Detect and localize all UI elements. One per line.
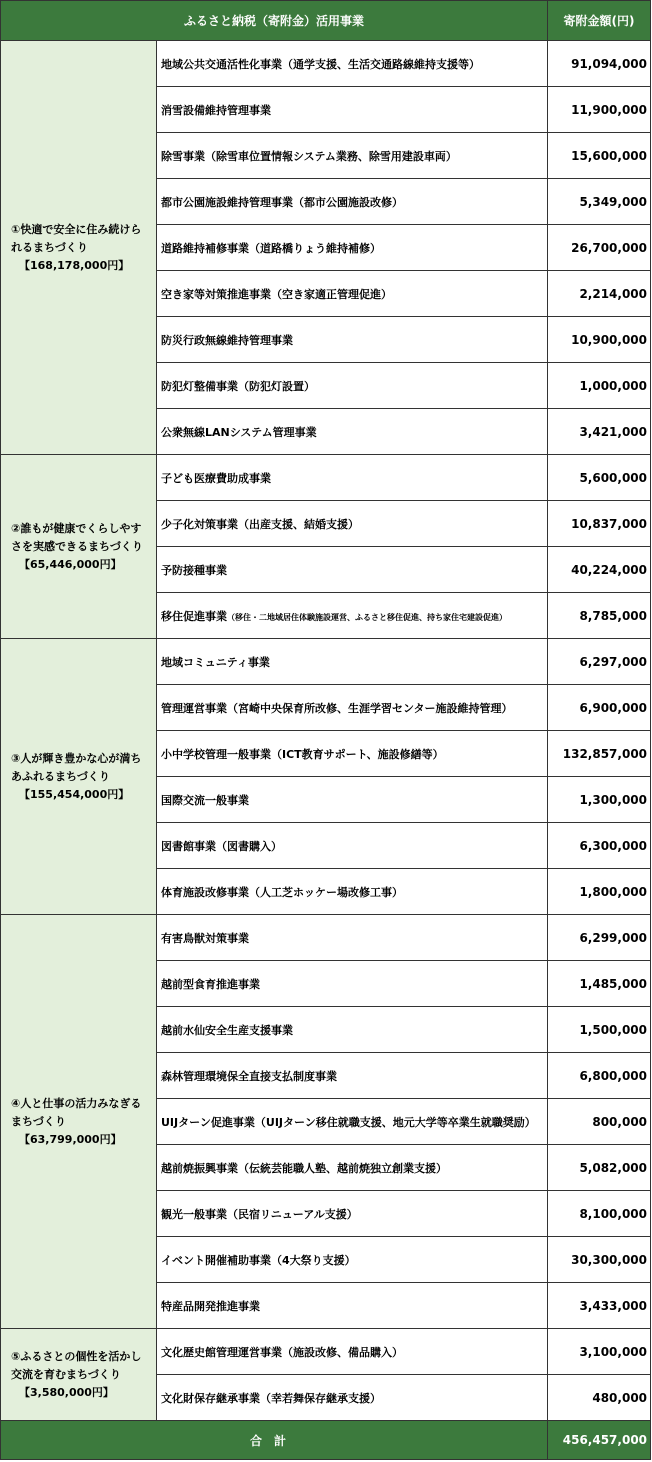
category-total: 【155,454,000円】 [19,787,130,801]
project-name-cell [157,133,548,179]
project-name-cell [157,1145,548,1191]
project-name-cell [157,823,548,869]
project-name: 国際交流一般事業 [161,793,249,807]
project-name: 消雪設備維持管理事業 [161,103,271,117]
project-name: 空き家等対策推進事業（空き家適正管理促進） [161,287,392,301]
project-name-cell [157,777,548,823]
project-name-cell [157,1053,548,1099]
table-row [1,455,651,501]
category-name: ④人と仕事の活力みなぎるまちづくり [11,1096,142,1128]
project-name: イベント開催補助事業（4大祭り支援） [161,1253,356,1267]
table-row [1,915,651,961]
project-name-cell [157,41,548,87]
project-name: 越前型食育推進事業 [161,977,260,991]
project-name-cell [157,87,548,133]
project-amount: 10,837,000 [548,501,651,547]
category-name: ⑤ふるさとの個性を活かし交流を育むまちづくり [11,1349,142,1381]
project-name-cell [157,547,548,593]
project-amount: 1,300,000 [548,777,651,823]
project-name-cell [157,317,548,363]
header-row [1,1,651,41]
project-amount: 3,421,000 [548,409,651,455]
project-name: 地域コミュニティ事業 [161,655,270,669]
category-cell [1,1329,157,1421]
project-amount: 8,100,000 [548,1191,651,1237]
project-name: 越前焼振興事業（伝統芸能職人塾、越前焼独立創業支援） [161,1161,447,1175]
category-total: 【3,580,000円】 [19,1385,114,1399]
project-name: 有害鳥獣対策事業 [161,931,249,945]
project-name-cell [157,961,548,1007]
project-note: （移住・二地域居住体験施設運営、ふるさと移住促進、持ち家住宅建設促進） [227,612,507,622]
project-name: 道路維持補修事業（道路橋りょう維持補修） [161,241,381,255]
project-amount: 5,600,000 [548,455,651,501]
table-body [1,41,651,1421]
project-name-cell [157,1283,548,1329]
project-name-cell [157,225,548,271]
project-name: 少子化対策事業（出産支援、結婚支援） [161,517,359,531]
project-name: 防犯灯整備事業（防犯灯設置） [161,379,315,393]
category-total: 【65,446,000円】 [19,557,122,571]
table-row [1,1329,651,1375]
project-name-cell [157,409,548,455]
project-name: 地域公共交通活性化事業（通学支援、生活交通路線維持支援等） [161,57,480,71]
category-cell [1,41,157,455]
project-name: 越前水仙安全生産支援事業 [161,1023,293,1037]
project-name: 特産品開発推進事業 [161,1299,260,1313]
project-amount: 132,857,000 [548,731,651,777]
project-name-cell [157,1191,548,1237]
project-name: 文化歴史館管理運営事業（施設改修、備品購入） [161,1345,403,1359]
project-amount: 1,000,000 [548,363,651,409]
project-amount: 3,433,000 [548,1283,651,1329]
project-name: 移住促進事業 [161,609,227,623]
project-name-cell [157,639,548,685]
project-name: 管理運営事業（宮崎中央保育所改修、生涯学習センター施設維持管理） [161,701,513,715]
table-row [1,639,651,685]
project-amount: 26,700,000 [548,225,651,271]
total-amount: 456,457,000 [548,1421,651,1460]
project-amount: 6,297,000 [548,639,651,685]
project-amount: 1,485,000 [548,961,651,1007]
project-amount: 5,349,000 [548,179,651,225]
project-amount: 6,800,000 [548,1053,651,1099]
project-name: 子ども医療費助成事業 [161,471,271,485]
project-name-cell [157,179,548,225]
project-name: 除雪事業（除雪車位置情報システム業務、除雪用建設車両） [161,149,457,163]
project-name: 予防接種事業 [161,563,227,577]
category-name: ③人が輝き豊かな心が満ちあふれるまちづくり [11,751,142,783]
project-column-header: ふるさと納税（寄附金）活用事業 [1,1,548,41]
project-amount: 11,900,000 [548,87,651,133]
project-amount: 8,785,000 [548,593,651,639]
category-name: ①快適で安全に住み続けられるまちづくり [11,222,142,254]
category-total: 【168,178,000円】 [19,258,130,272]
project-amount: 6,299,000 [548,915,651,961]
category-cell [1,639,157,915]
category-cell [1,455,157,639]
project-amount: 3,100,000 [548,1329,651,1375]
project-name-cell [157,1007,548,1053]
project-name-cell [157,731,548,777]
project-amount: 30,300,000 [548,1237,651,1283]
category-name: ②誰もが健康でくらしやすさを実感できるまちづくり [11,521,143,553]
project-name-cell [157,1375,548,1421]
project-amount: 40,224,000 [548,547,651,593]
category-total: 【63,799,000円】 [19,1132,122,1146]
project-amount: 1,800,000 [548,869,651,915]
project-name: 図書館事業（図書購入） [161,839,282,853]
project-name: 公衆無線LANシステム管理事業 [161,425,317,439]
project-name-cell [157,1329,548,1375]
project-amount: 5,082,000 [548,1145,651,1191]
table-row [1,41,651,87]
project-name-cell [157,593,548,639]
project-amount: 6,300,000 [548,823,651,869]
total-label: 合計 [1,1421,548,1460]
project-amount: 800,000 [548,1099,651,1145]
category-cell [1,915,157,1329]
project-name: 観光一般事業（民宿リニューアル支援） [161,1207,358,1221]
project-name: 文化財保存継承事業（幸若舞保存継承支援） [161,1391,381,1405]
project-amount: 6,900,000 [548,685,651,731]
project-amount: 15,600,000 [548,133,651,179]
project-name-cell [157,455,548,501]
project-name: 体育施設改修事業（人工芝ホッケー場改修工事） [161,885,403,899]
project-name: 小中学校管理一般事業（ICT教育サポート、施設修繕等） [161,747,444,761]
project-name-cell [157,501,548,547]
project-name-cell [157,1099,548,1145]
project-name-cell [157,685,548,731]
project-name-cell [157,271,548,317]
project-name-cell [157,869,548,915]
amount-column-header: 寄附金額(円) [548,1,651,41]
project-amount: 91,094,000 [548,41,651,87]
project-amount: 1,500,000 [548,1007,651,1053]
project-name: 都市公園施設維持管理事業（都市公園施設改修） [161,195,403,209]
project-name-cell [157,363,548,409]
project-name: UIJターン促進事業（UIJターン移住就職支援、地元大学等卒業生就職奨励） [161,1115,536,1129]
project-amount: 10,900,000 [548,317,651,363]
project-amount: 480,000 [548,1375,651,1421]
project-name: 防災行政無線維持管理事業 [161,333,293,347]
total-row [1,1421,651,1460]
project-name: 森林管理環境保全直接支払制度事業 [161,1069,337,1083]
project-amount: 2,214,000 [548,271,651,317]
project-name-cell [157,915,548,961]
project-name-cell [157,1237,548,1283]
